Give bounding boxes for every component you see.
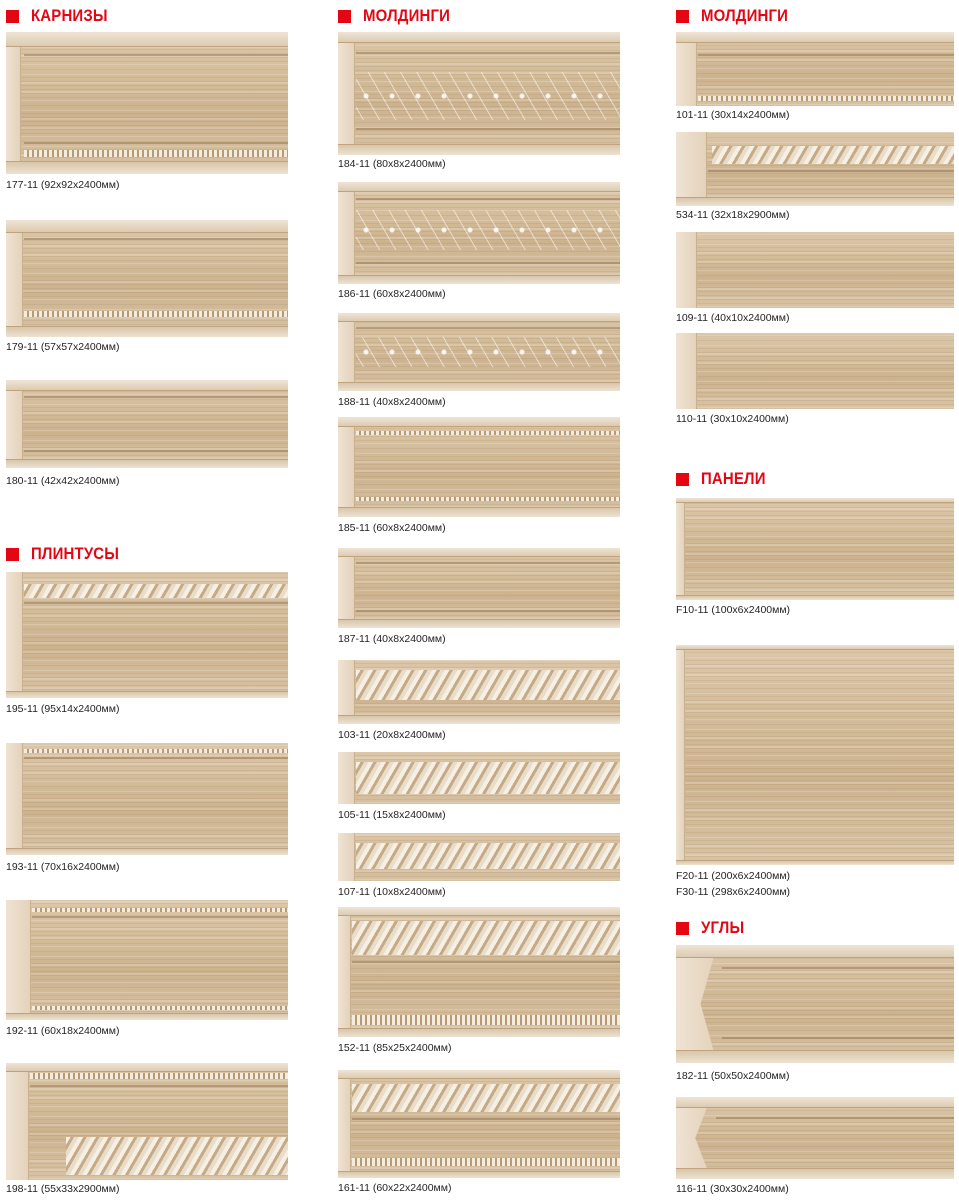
- product-195-11[interactable]: [6, 572, 288, 717]
- product-caption: 180-11 (42x42x2400мм): [6, 475, 120, 487]
- molding-sample-image: [676, 32, 954, 106]
- red-square-icon: [676, 10, 689, 23]
- molding-sample-image: [6, 743, 288, 855]
- product-caption: 193-11 (70x16x2400мм): [6, 861, 120, 873]
- product-caption: 177-11 (92x92x2400мм): [6, 179, 120, 191]
- section-header-molding-2: [676, 5, 800, 27]
- product-caption: 161-11 (60x22x2400мм): [338, 1182, 452, 1194]
- molding-sample-image: [338, 182, 620, 284]
- product-caption: 185-11 (60x8x2400мм): [338, 522, 446, 534]
- product-534-11[interactable]: [676, 132, 954, 224]
- molding-sample-image: [6, 1063, 288, 1180]
- section-title: МОЛДИНГИ: [701, 6, 789, 25]
- product-caption: 103-11 (20x8x2400мм): [338, 729, 446, 741]
- section-header-karnizy: [6, 5, 118, 27]
- product-198-11[interactable]: [6, 1063, 288, 1198]
- product-116-11[interactable]: [676, 1097, 954, 1198]
- product-caption: F20-11 (200x6x2400мм): [676, 870, 791, 882]
- corner-sample-image: [676, 945, 954, 1063]
- product-103-11[interactable]: [338, 660, 620, 742]
- product-caption: 116-11 (30x30x2400мм): [676, 1183, 789, 1195]
- product-caption: F30-11 (298x6x2400мм): [676, 886, 791, 898]
- product-caption: 101-11 (30x14x2400мм): [676, 109, 790, 121]
- product-188-11[interactable]: [338, 313, 620, 410]
- section-title: МОЛДИНГИ: [363, 6, 451, 25]
- section-header-paneli: [676, 468, 774, 490]
- corner-sample-image: [676, 1097, 954, 1179]
- molding-sample-image: [6, 32, 288, 174]
- molding-sample-image: [338, 660, 620, 724]
- product-193-11[interactable]: [6, 743, 288, 875]
- molding-sample-image: [6, 900, 288, 1020]
- molding-sample-image: [338, 313, 620, 391]
- molding-sample-image: [338, 833, 620, 881]
- section-header-plintusy: [6, 543, 131, 565]
- product-105-11[interactable]: [338, 752, 620, 822]
- molding-sample-image: [6, 380, 288, 468]
- panel-sample-image: [676, 645, 954, 865]
- product-107-11[interactable]: [338, 833, 620, 899]
- product-177-11[interactable]: [6, 32, 288, 192]
- product-caption: 109-11 (40x10x2400мм): [676, 312, 790, 324]
- product-caption: 187-11 (40x8x2400мм): [338, 633, 446, 645]
- section-title: КАРНИЗЫ: [31, 6, 108, 25]
- section-title: ПЛИНТУСЫ: [31, 544, 120, 563]
- product-182-11[interactable]: [676, 945, 954, 1085]
- product-caption: 110-11 (30x10x2400мм): [676, 413, 789, 425]
- molding-sample-image: [6, 220, 288, 337]
- product-152-11[interactable]: [338, 907, 620, 1055]
- molding-sample-image: [676, 333, 954, 409]
- molding-sample-image: [338, 32, 620, 155]
- product-F10-11[interactable]: [676, 498, 954, 620]
- molding-sample-image: [338, 752, 620, 804]
- section-header-molding: [338, 5, 462, 27]
- product-187-11[interactable]: [338, 548, 620, 646]
- product-caption: 534-11 (32x18x2900мм): [676, 209, 790, 221]
- product-101-11[interactable]: [676, 32, 954, 124]
- product-F20-F30-11[interactable]: [676, 645, 954, 903]
- molding-sample-image: [338, 1070, 620, 1178]
- product-110-11[interactable]: [676, 333, 954, 429]
- red-square-icon: [676, 473, 689, 486]
- product-186-11[interactable]: [338, 182, 620, 302]
- product-caption: 198-11 (55x33x2900мм): [6, 1183, 120, 1195]
- product-caption: 152-11 (85x25x2400мм): [338, 1042, 452, 1054]
- section-header-ugly: [676, 917, 750, 939]
- molding-sample-image: [338, 548, 620, 628]
- product-caption: 188-11 (40x8x2400мм): [338, 396, 446, 408]
- molding-sample-image: [338, 417, 620, 517]
- product-185-11[interactable]: [338, 417, 620, 535]
- product-caption: 184-11 (80x8x2400мм): [338, 158, 446, 170]
- product-caption: 179-11 (57x57x2400мм): [6, 341, 120, 353]
- red-square-icon: [676, 922, 689, 935]
- product-caption: 186-11 (60x8x2400мм): [338, 288, 446, 300]
- product-caption: F10-11 (100x6x2400мм): [676, 604, 791, 616]
- product-caption: 107-11 (10x8x2400мм): [338, 886, 446, 898]
- molding-sample-image: [6, 572, 288, 698]
- red-square-icon: [6, 548, 19, 561]
- product-180-11[interactable]: [6, 380, 288, 488]
- molding-sample-image: [676, 132, 954, 206]
- molding-sample-image: [676, 232, 954, 308]
- product-caption: 182-11 (50x50x2400мм): [676, 1070, 790, 1082]
- section-title: УГЛЫ: [701, 918, 745, 937]
- molding-sample-image: [338, 907, 620, 1037]
- product-caption: 105-11 (15x8x2400мм): [338, 809, 446, 821]
- product-caption: 195-11 (95x14x2400мм): [6, 703, 120, 715]
- red-square-icon: [6, 10, 19, 23]
- panel-sample-image: [676, 498, 954, 600]
- product-192-11[interactable]: [6, 900, 288, 1042]
- product-109-11[interactable]: [676, 232, 954, 328]
- product-161-11[interactable]: [338, 1070, 620, 1198]
- product-179-11[interactable]: [6, 220, 288, 355]
- product-caption: 192-11 (60x18x2400мм): [6, 1025, 120, 1037]
- section-title: ПАНЕЛИ: [701, 469, 766, 488]
- product-184-11[interactable]: [338, 32, 620, 172]
- red-square-icon: [338, 10, 351, 23]
